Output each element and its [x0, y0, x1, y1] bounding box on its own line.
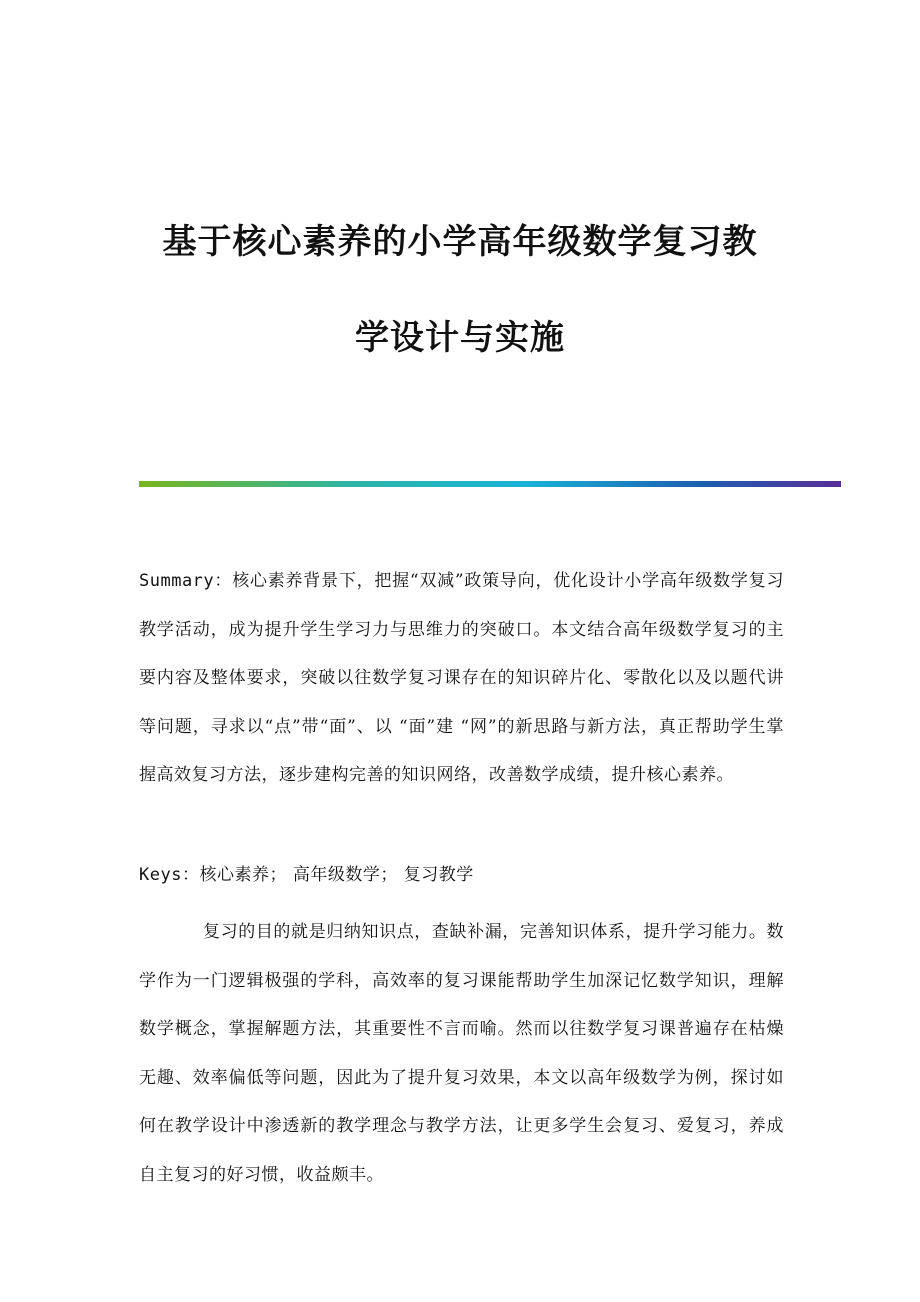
- intro-paragraph: 复习的目的就是归纳知识点，查缺补漏，完善知识体系，提升学习能力。数学作为一门逻辑极强的学科，高效率的复习课能帮助学生加深记忆数学知识，理解数学概念，掌握解题方法，其重要性不言而喻。然而以往数学复习课普遍存在枯燥无趣、效率偏低等问题，因此为了提升复习效果，本文以高年级数学为例，探讨如何在教学设计中渗透新的教学理念与教学方法，让更多学生会复习、爱复习，养成自主复习的好习惯，收益颇丰。: [139, 922, 784, 1185]
- summary-paragraph: [139, 557, 784, 800]
- title-divider-gradient-rule: [139, 481, 841, 487]
- keywords-text: 核心素养； 高年级数学； 复习教学: [199, 865, 474, 885]
- keywords-label: Keys：: [139, 865, 200, 885]
- keywords-paragraph: [139, 851, 784, 900]
- summary-label: Summary：: [139, 571, 233, 591]
- summary-text: 核心素养背景下，把握“双减”政策导向，优化设计小学高年级数学复习教学活动，成为提升学生学习力与思维力的突破口。本文结合高年级数学复习的主要内容及整体要求，突破以往数学复习课存在的知识碎片化、零散化以及以题代讲等问题，寻求以“点”带“面”、以 “面”建 “网”的新思路与新方法，真正帮助学生掌握高效复习方法，逐步建构完善的知识网络，改善数学成绩，提升核心素养。: [139, 571, 784, 786]
- document-title-line-1: 基于核心素养的小学高年级数学复习教: [162, 222, 758, 262]
- document-title-line-2: 学设计与实施: [355, 318, 565, 358]
